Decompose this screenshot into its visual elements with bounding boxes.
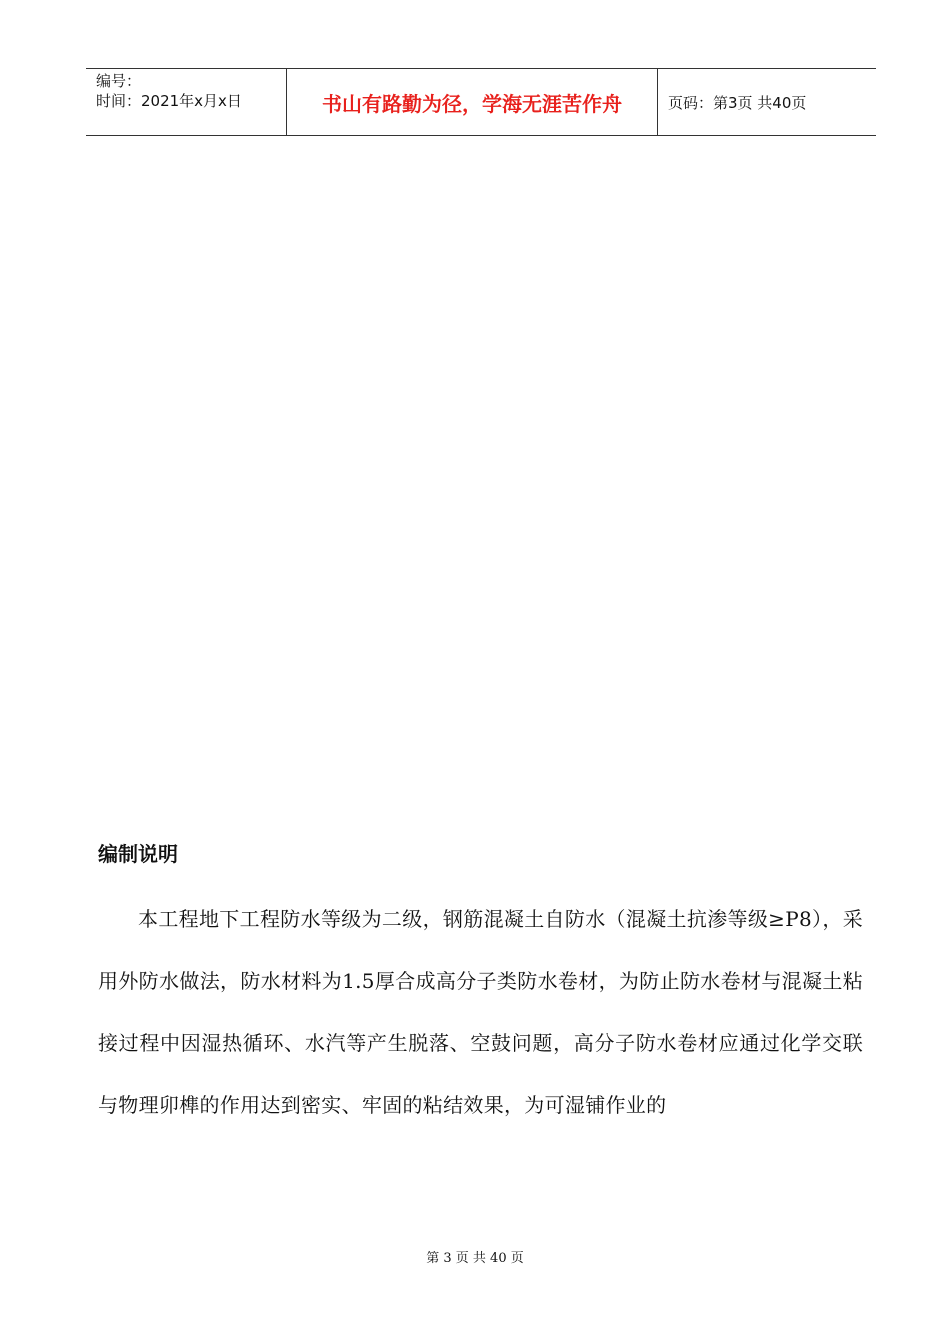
document-header [86, 68, 876, 136]
section-title: 编制说明 [98, 842, 178, 866]
header-page-info: 页码：第3页 共40页 [668, 93, 807, 112]
document-number-label: 编号： [96, 72, 142, 90]
page-footer [0, 1247, 950, 1266]
footer-page-number: 第 3 页 共 40 页 [426, 1251, 524, 1266]
header-motto: 书山有路勤为径，学海无涯苦作舟 [286, 69, 658, 135]
document-time: 时间：2021年x月x日 [96, 92, 242, 110]
section-paragraph: 本工程地下工程防水等级为二级，钢筋混凝土自防水（混凝土抗渗等级≥P8），采用外防水做法，防水材料为1.5厚合成高分子类防水卷材，为防止防水卷材与混凝土粘接过程中因湿热循环、水汽等产生脱落、空鼓问题，高分子防水卷材应通过化学交联与物理卯榫的作用达到密实、牢固的粘结效果，为可湿铺作业的 [98, 907, 863, 1117]
header-meta [86, 69, 286, 135]
